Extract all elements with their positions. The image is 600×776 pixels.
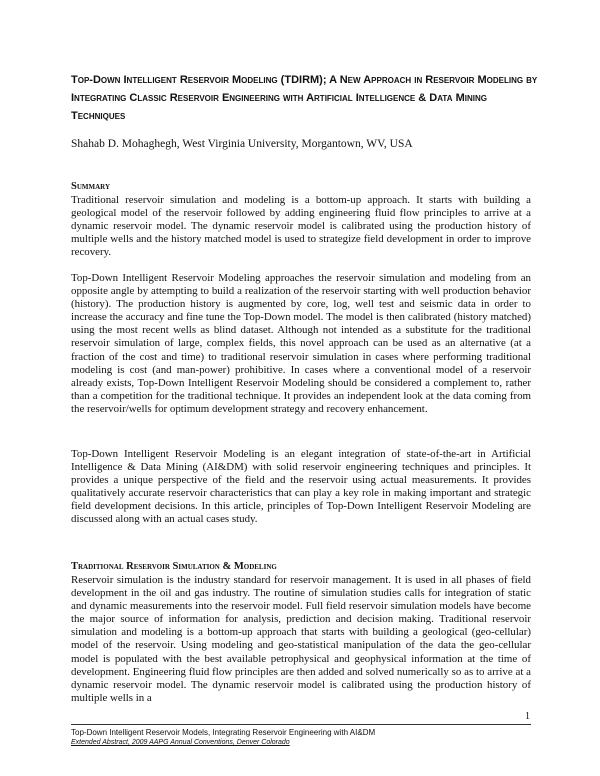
footer-divider [71, 724, 531, 725]
summary-heading: Summary [71, 181, 111, 192]
summary-paragraph-1: Traditional reservoir simulation and modeling is a bottom-up approach. It starts with building a geological model of the reservoir followed by adding engineering fluid flow principles to arrive at a dynamic reservoir model. The dynamic reservoir model is calibrated using the production history of multiple wells and the history matched model is used to strategize field development in order to improve recovery. [71, 194, 531, 259]
traditional-simulation-paragraph: Reservoir simulation is the industry standard for reservoir management. It is used in all phases of field development in the oil and gas industry. The routine of simulation studies calls for integration of static and dynamic measurements into the reservoir model. Full field reservoir simulation models have become the major source of information for analysis, prediction and decision making. Traditional reservoir simulation and modeling is a bottom-up approach that starts with building a geological (geo-cellular) model of the reservoir. Using modeling and geo-statistical manipulation of the data the geo-cellular model is populated with the best available petrophysical and geophysical information at the time of development. Engineering fluid flow principles are then added and solved numerically so as to arrive at a dynamic reservoir model. The dynamic reservoir model is calibrated using the production history of multiple wells in a [71, 574, 531, 704]
paper-title: Top-Down Intelligent Reservoir Modeling (TDIRM); A New Approach in Reservoir Modeling by Integrating Classic Reservoir Engineering with Artificial Intelligence & Data Mining Techniques [71, 74, 538, 122]
footer-conference-note: Extended Abstract, 2009 AAPG Annual Conventions, Denver Colorado [71, 739, 290, 746]
author-line: Shahab D. Mohaghegh, West Virginia University, Morgantown, WV, USA [71, 138, 413, 150]
summary-paragraph-3: Top-Down Intelligent Reservoir Modeling is an elegant integration of state-of-the-art in Artificial Intelligence & Data Mining (AI&DM) with solid reservoir engineering techniques and principles. It provides a unique perspective of the field and the reservoir using actual measurements. It provides qualitatively accurate reservoir characteristics that can play a key role in making important and strategic field development decisions. In this article, principles of Top-Down Intelligent Reservoir Modeling are discussed along with an actual cases study. [71, 448, 531, 526]
footer-running-title: Top-Down Intelligent Reservoir Models, Integrating Reservoir Engineering with AI&DM [71, 728, 376, 737]
traditional-simulation-heading: Traditional Reservoir Simulation & Modeling [71, 561, 277, 572]
page-number: 1 [525, 711, 530, 722]
summary-paragraph-2: Top-Down Intelligent Reservoir Modeling approaches the reservoir simulation and modeling from an opposite angle by attempting to build a realization of the reservoir starting with well production behavior (history). The production history is augmented by core, log, well test and seismic data in order to increase the accuracy and fine tune the Top-Down model. The model is then calibrated (history matched) using the most recent wells as blind dataset. Although not intended as a substitute for the traditional reservoir simulation of large, complex fields, this novel approach can be used as an alternative (at a fraction of the cost and time) to traditional reservoir simulation in cases where performing traditional modeling is cost (and man-power) prohibitive. In cases where a conventional model of a reservoir already exists, Top-Down Intelligent Reservoir Modeling should be considered a complement to, rather than a competition for the traditional technique. It provides an independent look at the data coming from the reservoir/wells for optimum development strategy and recovery enhancement. [71, 272, 531, 415]
